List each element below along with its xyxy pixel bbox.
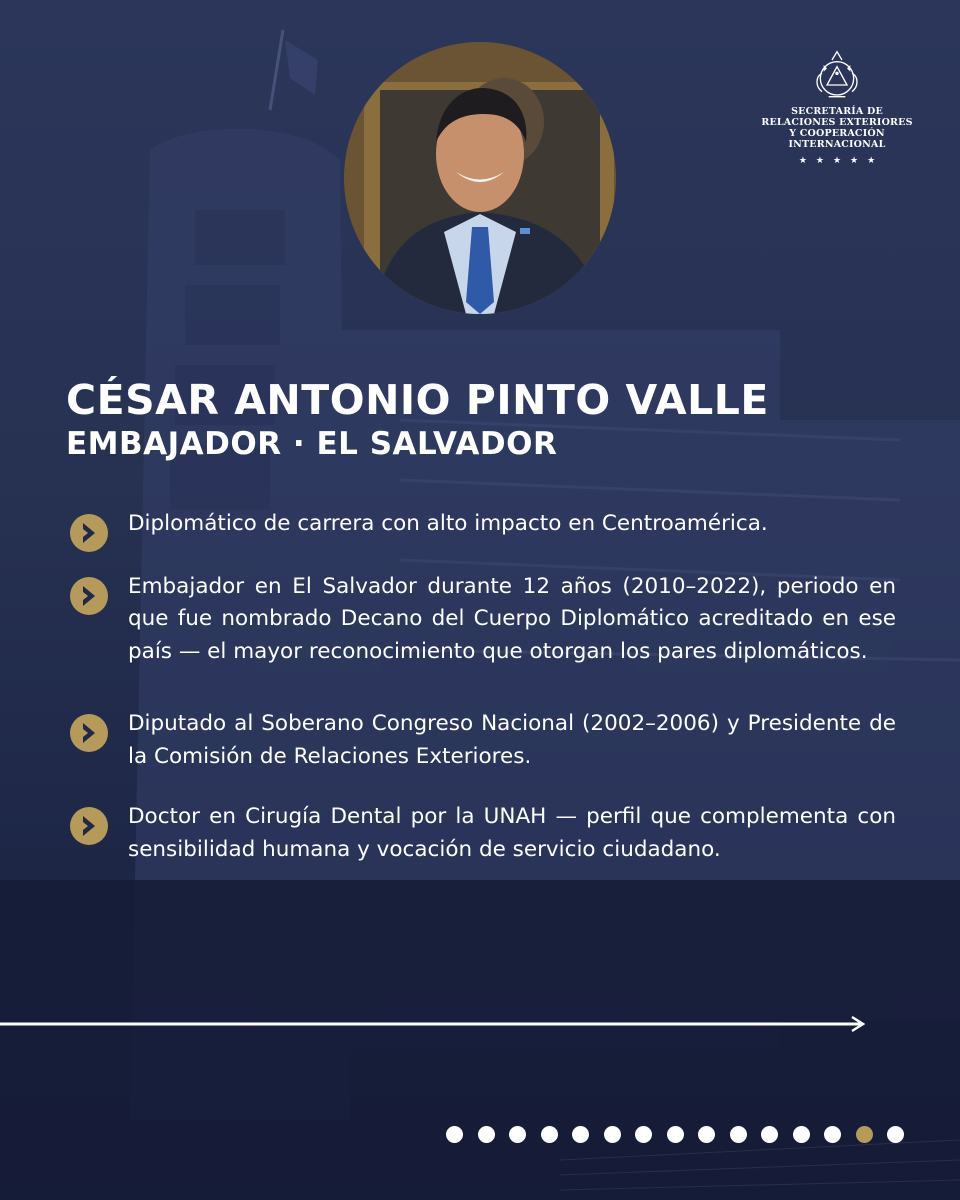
chevron-right-icon <box>70 807 108 845</box>
logo-line-2: RELACIONES EXTERIORES <box>761 117 913 128</box>
pagination-dot[interactable] <box>698 1126 715 1143</box>
portrait-photo <box>344 42 616 314</box>
pagination-dot[interactable] <box>887 1126 904 1143</box>
pagination-dot[interactable] <box>635 1126 652 1143</box>
bullet-text: Doctor en Cirugía Dental por la UNAH — perfil que complementa con sensibilidad humana y vocación de servicio ciudadano. <box>128 804 896 862</box>
logo-line-1: SECRETARÍA DE <box>791 106 883 117</box>
pagination-dot[interactable] <box>604 1126 621 1143</box>
person-role: EMBAJADOR · EL SALVADOR <box>66 426 558 462</box>
logo-line-3: Y COOPERACIÓN INTERNACIONAL <box>788 128 886 150</box>
bullet-text: Embajador en El Salvador durante 12 años (2010–2022), periodo en que fue nombrado Decano del Cuerpo Diplomático acreditado en ese país — el mayor reconocimiento que otorgan los pares diplomáticos. <box>128 573 896 664</box>
bullet-item <box>70 571 896 669</box>
bullet-text: Diputado al Soberano Congreso Nacional (2002–2006) y Presidente de la Comisión de Relaciones Exteriores. <box>128 711 896 769</box>
pagination-dot[interactable] <box>572 1126 589 1143</box>
bullet-list <box>70 508 896 866</box>
pagination-dot[interactable] <box>541 1126 558 1143</box>
pagination-dot[interactable] <box>824 1126 841 1143</box>
person-name: CÉSAR ANTONIO PINTO VALLE <box>66 376 769 424</box>
pagination-dot[interactable] <box>793 1126 810 1143</box>
bullet-item <box>70 508 896 541</box>
pagination-dot[interactable] <box>446 1126 463 1143</box>
chevron-right-icon <box>70 714 108 752</box>
coat-of-arms-icon <box>812 48 862 102</box>
pagination-dot[interactable] <box>478 1126 495 1143</box>
bullet-item <box>70 708 896 773</box>
pagination-dot[interactable] <box>730 1126 747 1143</box>
logo-stars: ★★★★★ <box>798 156 885 166</box>
pagination-dot[interactable] <box>667 1126 684 1143</box>
chevron-right-icon <box>70 514 108 552</box>
bullet-item <box>70 801 896 866</box>
chevron-right-icon <box>70 577 108 615</box>
pagination-dot-active[interactable] <box>856 1126 873 1143</box>
pagination-dot[interactable] <box>761 1126 778 1143</box>
bullet-text: Diplomático de carrera con alto impacto en Centroamérica. <box>128 511 768 536</box>
arrow-divider-icon <box>0 1014 870 1034</box>
pagination-dots <box>446 1126 904 1144</box>
pagination-dot[interactable] <box>509 1126 526 1143</box>
ministry-logo <box>752 48 922 166</box>
